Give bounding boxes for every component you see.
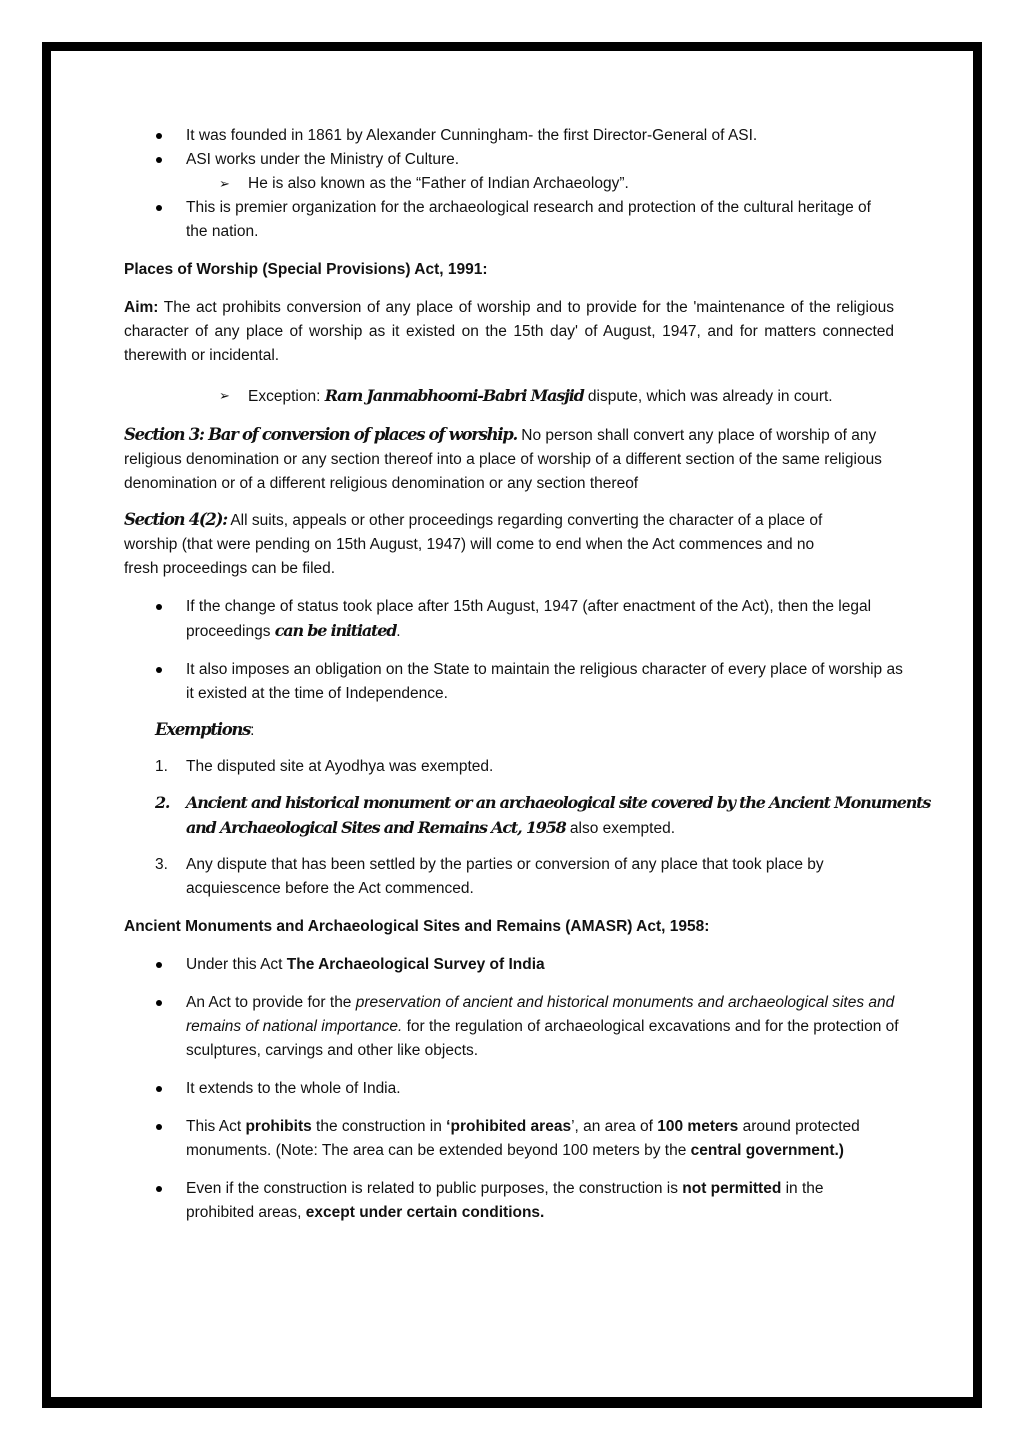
document-page: [124, 124, 931, 1225]
sub-list-item: ➢ He is also known as the “Father of Indian Archaeology”.: [124, 172, 938, 196]
arrow-bullet-icon: ➢: [219, 388, 230, 403]
list-item: It was founded in 1861 by Alexander Cunningham- the first Director-General of ASI.: [124, 124, 876, 148]
arrow-bullet-icon: ➢: [219, 176, 230, 191]
exception-item: ➢ Exception: Ram Janmabhoomi-Babri Masjid dispute, which was already in court.: [124, 384, 958, 409]
exemptions-heading: Exemptions:: [155, 720, 255, 739]
section-heading: Places of Worship (Special Provisions) Act, 1991:: [124, 261, 488, 278]
section-heading: Ancient Monuments and Archaeological Sites and Remains (AMASR) Act, 1958:: [124, 918, 710, 935]
aim-label: Aim:: [124, 299, 159, 316]
aim-paragraph: Aim: The act prohibits conversion of any place of worship and to provide for the 'maintenance of the religious character of any place of worship as it existed on the 15th day' of August, 1947, and for matters connected therewith or incidental.: [124, 299, 894, 364]
list-item: If the change of status took place after 15th August, 1947 (after enactment of the Act), then the legal proceedings can be initiated.: [124, 595, 916, 644]
emphasis-text: Ancient and historical monument or an archaeological site covered by the Ancient Monuments and Archaeological Sites and Remains Act, 1958: [186, 793, 931, 837]
bullet-icon: [156, 962, 162, 968]
bullet-icon: [156, 205, 162, 211]
bullet-icon: [156, 667, 162, 673]
numbered-item: 1. The disputed site at Ayodhya was exempted.: [155, 758, 494, 775]
numbered-item: 2. Ancient and historical monument or an archaeological site covered by the Ancient Monuments and Archaeological Sites and Remains Act, 1958 also exempted.: [155, 793, 931, 837]
section4-title: Section 4(2):: [124, 510, 227, 529]
list-item: An Act to provide for the preservation of ancient and historical monuments and archaeological sites and remains of national importance. for the regulation of archaeological excavations and for the protection of sculptures, carvings and other like objects.: [124, 991, 911, 1063]
bullet-icon: [156, 1186, 162, 1192]
bullet-icon: [156, 1000, 162, 1006]
list-item: ASI works under the Ministry of Culture.: [124, 148, 876, 172]
bullet-icon: [156, 1086, 162, 1092]
list-item: Under this Act The Archaeological Survey of India: [124, 953, 894, 977]
list-item: Even if the construction is related to public purposes, the construction is not permitted in the prohibited areas, except under certain conditions.: [124, 1177, 836, 1225]
emphasis-text: can be initiated: [274, 621, 397, 640]
bullet-icon: [156, 1124, 162, 1130]
bullet-icon: [156, 157, 162, 163]
bullet-icon: [156, 604, 162, 610]
exception-name: Ram Janmabhoomi-Babri Masjid: [324, 386, 584, 405]
section3-title: Section 3: Bar of conversion of places of worship.: [124, 425, 517, 444]
list-item: It also imposes an obligation on the State to maintain the religious character of every place of worship as it existed at the time of Independence.: [124, 658, 906, 706]
list-item: It extends to the whole of India.: [124, 1077, 894, 1101]
numbered-item: 3. Any dispute that has been settled by the parties or conversion of any place that took place by acquiescence before the Act commenced.: [155, 856, 824, 897]
section3-paragraph: Section 3: Bar of conversion of places of worship. No person shall convert any place of worship of any religious denomination or any section thereof into a place of worship of a different section of the same religious denomination or of a different religious denomination or any section thereof: [124, 425, 882, 492]
bullet-icon: [156, 133, 162, 139]
list-item: This Act prohibits the construction in ‘prohibited areas’, an area of 100 meters around protected monuments. (Note: The area can be extended beyond 100 meters by the central government.): [124, 1115, 896, 1163]
section4-paragraph: Section 4(2): All suits, appeals or other proceedings regarding converting the character of a place of worship (that were pending on 15th August, 1947) will come to end when the Act commences and no fresh proceedings can be filed.: [124, 510, 823, 577]
list-item: This is premier organization for the archaeological research and protection of the cultural heritage of the nation.: [124, 196, 886, 244]
